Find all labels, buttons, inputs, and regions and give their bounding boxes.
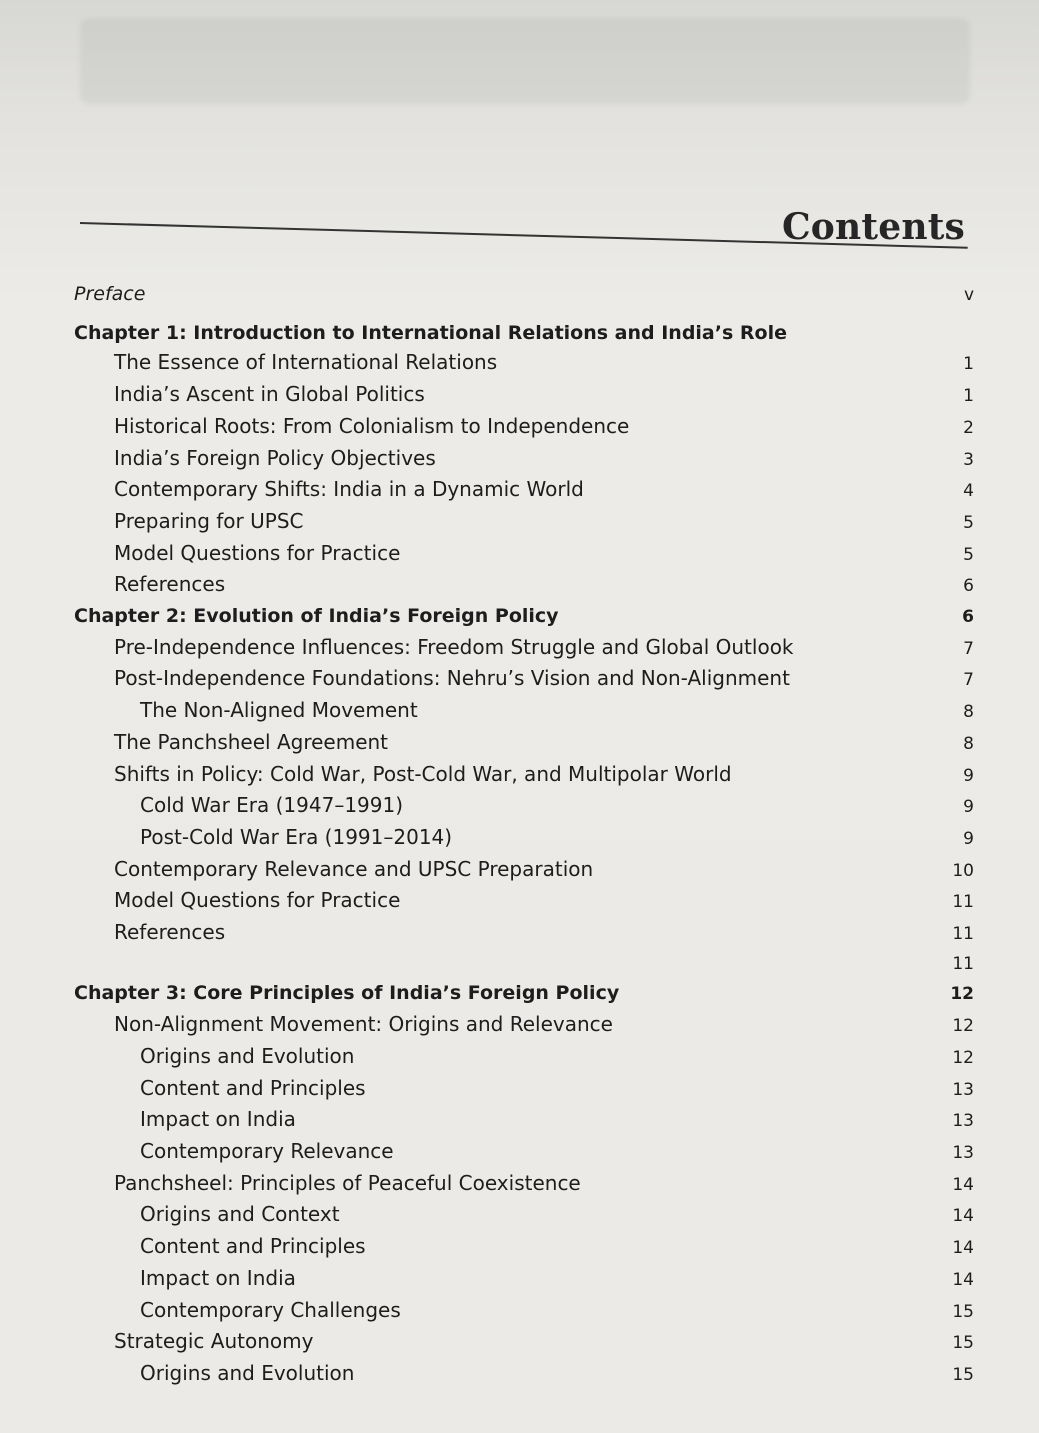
toc-entry [74, 1296, 974, 1328]
toc-entry-preface [74, 280, 974, 311]
toc-page-number: 14 [952, 1269, 974, 1290]
toc-entry-chapter-1 [74, 319, 974, 349]
toc-page-number: 12 [952, 1016, 974, 1037]
toc-page-number: 4 [963, 481, 974, 502]
toc-title: Origins and Evolution [140, 1043, 355, 1068]
toc-entry [74, 1074, 974, 1106]
toc-page-number: 13 [952, 1111, 974, 1132]
toc-page-number: 2 [963, 417, 974, 438]
toc-page-number: 12 [950, 984, 974, 1005]
toc-title: Chapter 1: Introduction to International Relations and India’s Role [74, 321, 787, 344]
toc-page-number: 5 [963, 544, 974, 565]
toc-title: Chapter 2: Evolution of India’s Foreign Policy [74, 605, 559, 628]
toc-title: Pre-Independence Influences: Freedom Struggle and Global Outlook [114, 634, 794, 659]
toc-entry [74, 696, 974, 728]
toc-entry [74, 1200, 974, 1232]
toc-entry [74, 412, 974, 444]
toc-title: Panchsheel: Principles of Peaceful Coexistence [114, 1170, 581, 1195]
toc-title: Model Questions for Practice [114, 540, 401, 565]
toc-title: Contemporary Relevance and UPSC Preparation [114, 856, 594, 881]
toc-page-number: 7 [963, 638, 974, 659]
toc-page-number: 15 [952, 1333, 974, 1354]
toc-title: Contemporary Relevance [140, 1138, 394, 1163]
toc-entry [74, 570, 974, 602]
toc-entry [74, 918, 974, 950]
toc-title: Impact on India [140, 1265, 296, 1290]
toc-entry [74, 1232, 974, 1264]
toc-entry [74, 1327, 974, 1359]
toc-title: The Essence of International Relations [114, 350, 498, 375]
toc-page-number: 1 [963, 354, 974, 375]
toc-title: Origins and Evolution [140, 1360, 355, 1385]
toc-entry-chapter-3 [74, 979, 974, 1010]
toc-entry [74, 855, 974, 887]
toc-entry [74, 1359, 974, 1391]
toc-entry [74, 348, 974, 380]
toc-title: Contemporary Shifts: India in a Dynamic World [114, 477, 584, 502]
toc-title: Impact on India [140, 1107, 296, 1132]
toc-entry [74, 380, 974, 412]
toc-entry [74, 823, 974, 855]
toc-entry [74, 1010, 974, 1042]
toc-page-number: 11 [952, 953, 974, 974]
toc-title: Contemporary Challenges [140, 1297, 401, 1322]
toc-page-number: 14 [952, 1238, 974, 1259]
toc-entry [74, 728, 974, 760]
toc-page-number: 11 [952, 892, 974, 913]
toc-page-number: v [963, 285, 974, 305]
toc-entry [74, 1042, 974, 1074]
toc-title: Non-Alignment Movement: Origins and Relevance [114, 1012, 613, 1037]
toc-page-number: 9 [963, 828, 974, 849]
toc-title: The Panchsheel Agreement [114, 729, 389, 754]
toc-title: Post-Independence Foundations: Nehru’s Vision and Non-Alignment [114, 666, 790, 691]
toc-title: Content and Principles [140, 1075, 366, 1100]
toc-page-number: 10 [952, 860, 974, 881]
toc-page-number: 14 [952, 1206, 974, 1227]
toc-title: India’s Ascent in Global Politics [114, 382, 425, 407]
toc-title: References [114, 572, 226, 597]
toc-page-number: 9 [963, 797, 974, 818]
toc-entry-chapter-2 [74, 602, 974, 633]
toc-entry [74, 1264, 974, 1296]
table-of-contents [74, 280, 974, 1391]
toc-title: References [114, 920, 226, 945]
toc-entry [74, 760, 974, 792]
toc-entry [74, 950, 974, 980]
toc-title: Shifts in Policy: Cold War, Post-Cold War, and Multipolar World [114, 761, 732, 786]
toc-entry [74, 791, 974, 823]
spacer [74, 311, 974, 319]
toc-title: Chapter 3: Core Principles of India’s Foreign Policy [74, 982, 620, 1005]
toc-page-number: 15 [952, 1301, 974, 1322]
toc-page-number: 8 [963, 702, 974, 723]
toc-page-number: 11 [952, 924, 974, 945]
toc-title: Cold War Era (1947–1991) [140, 793, 404, 818]
toc-entry [74, 475, 974, 507]
page-title: Contents [781, 206, 965, 248]
toc-title: The Non-Aligned Movement [140, 698, 418, 723]
toc-page-number: 8 [963, 733, 974, 754]
toc-entry [74, 633, 974, 665]
toc-page-number: 14 [952, 1174, 974, 1195]
toc-entry [74, 886, 974, 918]
toc-page-number: 13 [952, 1079, 974, 1100]
toc-title: Preparing for UPSC [114, 508, 304, 533]
toc-page-number: 13 [952, 1142, 974, 1163]
toc-title: Model Questions for Practice [114, 888, 401, 913]
toc-page-number: 6 [963, 576, 974, 597]
toc-title: Origins and Context [140, 1202, 340, 1227]
toc-entry [74, 664, 974, 696]
toc-title: Historical Roots: From Colonialism to Independence [114, 413, 630, 438]
toc-entry [74, 539, 974, 571]
toc-page-number: 9 [963, 765, 974, 786]
toc-page-number: 12 [952, 1047, 974, 1068]
toc-title: Post-Cold War Era (1991–2014) [140, 824, 453, 849]
toc-entry [74, 1169, 974, 1201]
toc-title: India’s Foreign Policy Objectives [114, 445, 436, 470]
toc-page-number: 6 [962, 607, 974, 628]
toc-entry [74, 1137, 974, 1169]
toc-page-number: 15 [952, 1364, 974, 1385]
toc-page-number: 3 [963, 449, 974, 470]
show-through-band [80, 18, 970, 104]
toc-entry [74, 507, 974, 539]
toc-page-number: 1 [963, 386, 974, 407]
toc-page-number: 5 [963, 512, 974, 533]
toc-entry [74, 1105, 974, 1137]
toc-entry [74, 444, 974, 476]
toc-title: Strategic Autonomy [114, 1329, 314, 1354]
toc-page-number: 7 [963, 670, 974, 691]
toc-title: Content and Principles [140, 1234, 366, 1259]
toc-title: Preface [74, 283, 146, 305]
